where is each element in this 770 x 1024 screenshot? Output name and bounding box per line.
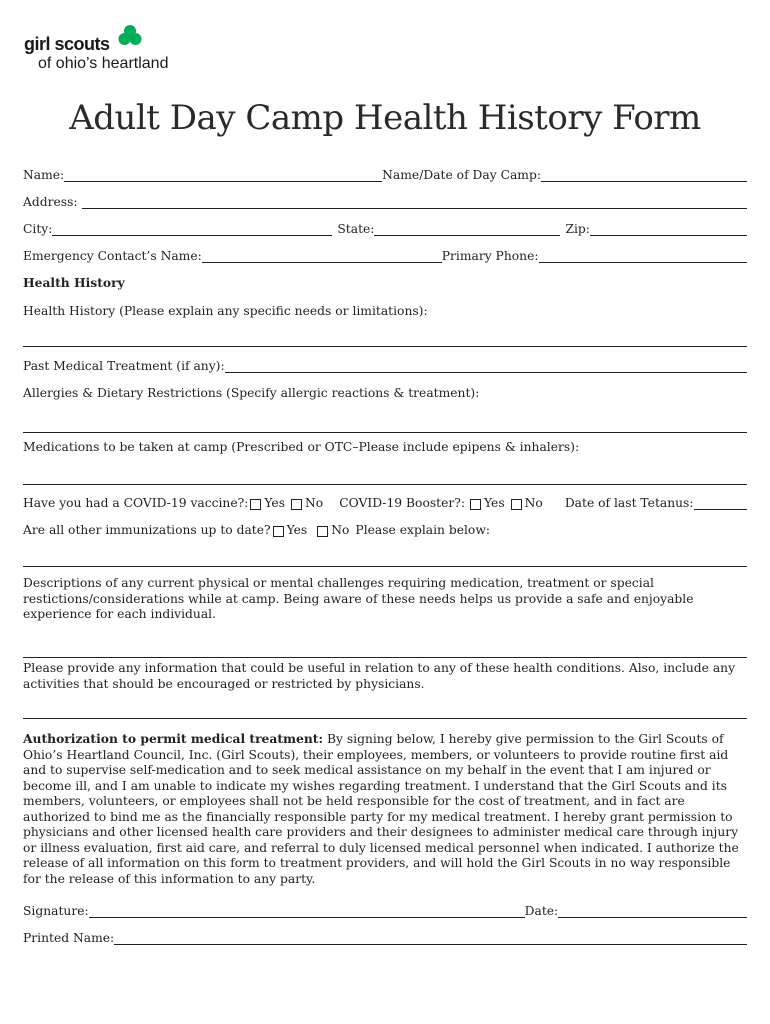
booster-no-checkbox[interactable] bbox=[511, 499, 522, 510]
authorization-body: By signing below, I hereby give permission to the Girl Scouts of Ohio’s Heartland Council, Inc. (Girl Scouts), their employees, members, or volunteers to provide routine first aid and to supervise self-medication and to seek medical assistance on my behalf in the event that I am injured or become ill, and I am unable to indicate my wishes regarding treatment. I understand that the Girl Scouts and its members, volunteers, or employees shall not be held responsible for the cost of treatment, and in fact are authorized to bind me as the financially responsible party for my medical treatment. I hereby grant permission to physicians and other licensed health care providers and their designees to administer medical care through injury or illness evaluation, first aid care, and referral to duly licensed medical personnel when indicated. I authorize the release of all information on this form to treatment providers, and will hold the Girl Scouts in no way responsible for the release of this information to any party. bbox=[23, 732, 739, 886]
printed-name-label: Printed Name: bbox=[23, 931, 115, 945]
row-name bbox=[23, 166, 747, 182]
booster-no-label: No bbox=[524, 496, 543, 510]
descriptions-line[interactable] bbox=[23, 657, 747, 658]
history-line[interactable] bbox=[23, 346, 747, 347]
state-label: State: bbox=[337, 222, 375, 236]
emergency-label: Emergency Contact’s Name: bbox=[23, 249, 202, 263]
trefoil-icon bbox=[118, 24, 142, 48]
booster-yes-label: Yes bbox=[484, 496, 505, 510]
row-emergency bbox=[23, 247, 747, 263]
immun-yes-label: Yes bbox=[286, 523, 308, 537]
row-past-treatment bbox=[23, 357, 747, 373]
tetanus-label: Date of last Tetanus: bbox=[564, 496, 694, 510]
provide-line[interactable] bbox=[23, 718, 747, 719]
address-label: Address: bbox=[23, 195, 78, 209]
tetanus-field[interactable] bbox=[694, 496, 747, 510]
date-field[interactable] bbox=[558, 904, 747, 918]
medications-label: Medications to be taken at camp (Prescribed or OTC–Please include epipens & inhalers): bbox=[23, 440, 580, 454]
booster-yes-checkbox[interactable] bbox=[470, 499, 481, 510]
history-label: Health History (Please explain any specific needs or limitations): bbox=[23, 304, 428, 318]
authorization-text bbox=[23, 731, 747, 887]
city-field[interactable] bbox=[52, 222, 332, 236]
immun-line[interactable] bbox=[23, 566, 747, 567]
immun-no-label: No bbox=[331, 523, 350, 537]
emergency-field[interactable] bbox=[202, 249, 442, 263]
date-label: Date: bbox=[524, 904, 559, 918]
camp-field[interactable] bbox=[541, 168, 747, 182]
logo-line1: girl scouts bbox=[24, 34, 110, 54]
signature-field[interactable] bbox=[89, 904, 525, 918]
row-address bbox=[23, 193, 747, 209]
row-immunizations bbox=[23, 521, 747, 537]
covid-label: Have you had a COVID-19 vaccine?: bbox=[23, 496, 249, 510]
covid-no-checkbox[interactable] bbox=[291, 499, 302, 510]
past-treatment-label: Past Medical Treatment (if any): bbox=[23, 359, 225, 373]
medications-line[interactable] bbox=[23, 484, 747, 485]
health-heading: Health History bbox=[23, 275, 125, 290]
state-field[interactable] bbox=[374, 222, 560, 236]
zip-field[interactable] bbox=[590, 222, 747, 236]
past-treatment-field[interactable] bbox=[225, 359, 747, 373]
phone-field[interactable] bbox=[539, 249, 748, 263]
row-signature bbox=[23, 902, 747, 918]
address-field[interactable] bbox=[82, 195, 747, 209]
covid-yes-checkbox[interactable] bbox=[250, 499, 261, 510]
covid-no-label: No bbox=[305, 496, 324, 510]
provide-label: Please provide any information that could be useful in relation to any of these health conditions. Also, include any activities that should be encouraged or restricted by physicians. bbox=[23, 661, 736, 691]
descriptions-label: Descriptions of any current physical or mental challenges requiring medication, treatment or special restictions/considerations while at camp. Being aware of these needs helps us provide a safe and enjoyable experience for each individual. bbox=[23, 576, 694, 621]
logo bbox=[22, 24, 192, 76]
phone-label: Primary Phone: bbox=[441, 249, 539, 263]
allergies-line[interactable] bbox=[23, 432, 747, 433]
covid-yes-label: Yes bbox=[264, 496, 286, 510]
booster-label: COVID-19 Booster?: bbox=[339, 496, 465, 510]
immun-no-checkbox[interactable] bbox=[317, 526, 328, 537]
immun-label: Are all other immunizations up to date? bbox=[23, 523, 271, 537]
zip-label: Zip: bbox=[565, 222, 590, 236]
name-field[interactable] bbox=[64, 168, 382, 182]
row-printed-name bbox=[23, 929, 747, 945]
row-covid bbox=[23, 494, 747, 510]
immun-yes-checkbox[interactable] bbox=[273, 526, 284, 537]
logo-line2: of ohio’s heartland bbox=[38, 55, 169, 72]
city-label: City: bbox=[23, 222, 53, 236]
explain-label: Please explain below: bbox=[355, 523, 490, 537]
printed-name-field[interactable] bbox=[114, 931, 747, 945]
page-title: Adult Day Camp Health History Form bbox=[69, 98, 701, 138]
row-city bbox=[23, 220, 747, 236]
name-label: Name: bbox=[23, 168, 65, 182]
camp-label: Name/Date of Day Camp: bbox=[382, 168, 541, 182]
signature-label: Signature: bbox=[23, 904, 89, 918]
authorization-heading: Authorization to permit medical treatment: bbox=[23, 731, 324, 746]
allergies-label: Allergies & Dietary Restrictions (Specify allergic reactions & treatment): bbox=[23, 386, 480, 400]
